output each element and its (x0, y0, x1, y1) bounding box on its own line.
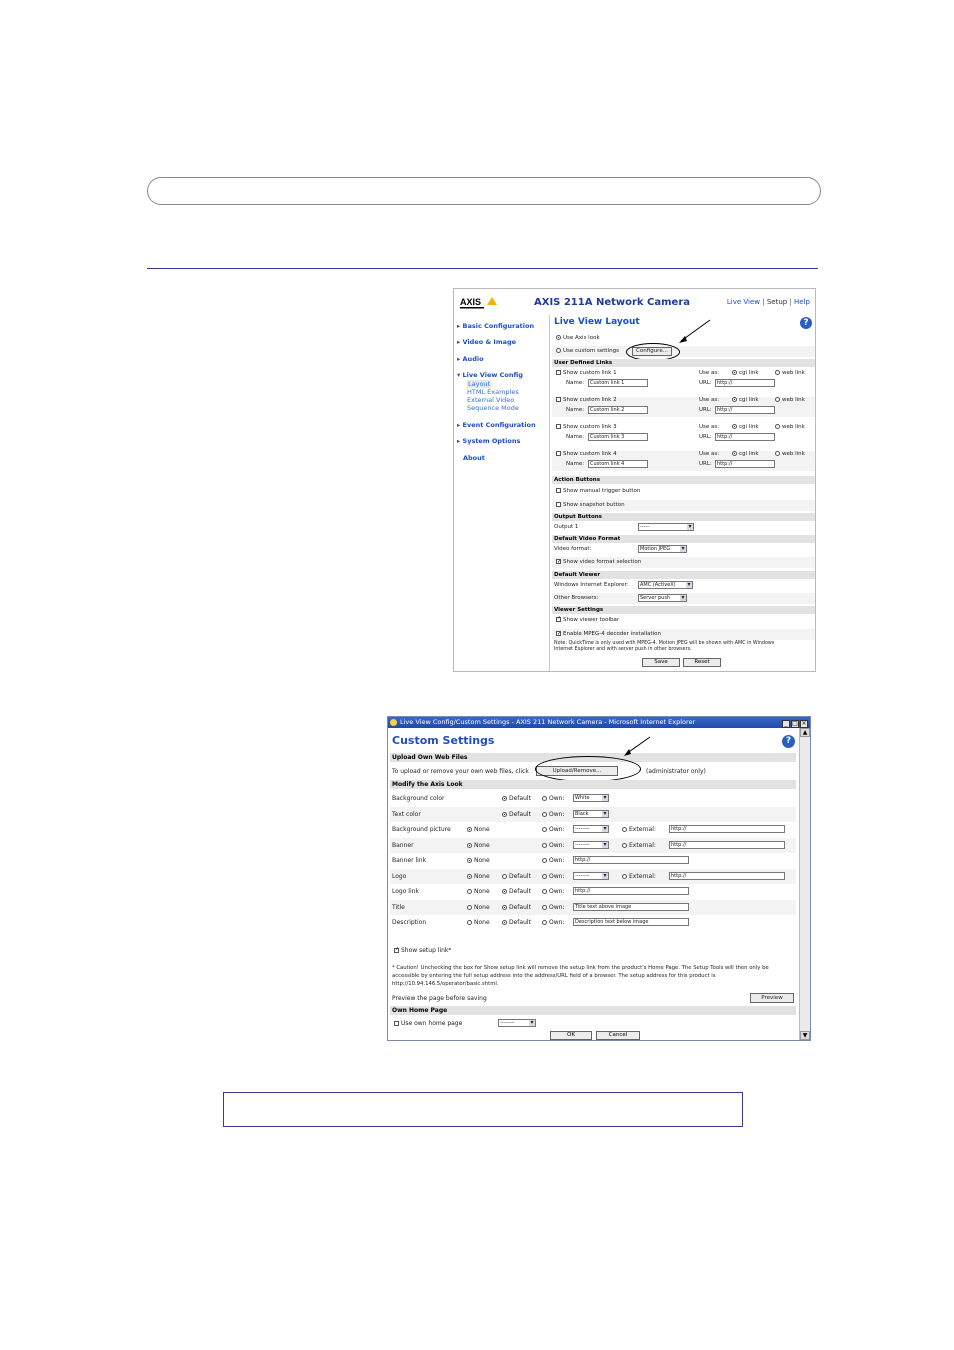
other-viewer-select[interactable]: Server push ▾ (638, 594, 687, 602)
live-view-layout-screenshot (453, 288, 816, 672)
sidebar-sub-external-video[interactable]: External Video (467, 396, 515, 404)
mpeg4-label: Enable MPEG-4 decoder installation (563, 631, 662, 637)
url-label: URL: (699, 434, 712, 440)
section-output-buttons: Output Buttons (552, 513, 815, 521)
default-radio[interactable] (502, 812, 507, 817)
section-default-viewer: Default Viewer (552, 571, 815, 579)
axis-look-radio[interactable] (556, 335, 561, 340)
external-url-input[interactable]: http:// (669, 872, 785, 880)
custom-link-3-name-input[interactable]: Custom link 3 (588, 433, 648, 441)
axis-look-label: Use Axis look (563, 335, 600, 341)
show-setup-link-checkbox[interactable] (394, 948, 399, 953)
configure-button[interactable]: Configure... (632, 347, 672, 356)
own-radio[interactable] (542, 874, 547, 879)
custom-link-3-url-input[interactable]: http:// (715, 433, 775, 441)
sidebar-item-audio[interactable]: ▸ Audio (457, 355, 484, 363)
own-radio[interactable] (542, 796, 547, 801)
upload-text: To upload or remove your own web files, click (392, 768, 529, 775)
show-setup-link-label: Show setup link* (401, 947, 452, 954)
default-option-label: Default (509, 795, 531, 802)
own-radio[interactable] (542, 905, 547, 910)
web-link-radio[interactable] (775, 397, 780, 402)
sidebar-item-live-view-config[interactable]: ▾ Live View Config (457, 371, 523, 379)
custom-link-1-label: Show custom link 1 (563, 370, 617, 376)
help-icon[interactable]: ? (782, 735, 795, 748)
none-option-label: None (474, 888, 490, 895)
section-upload: Upload Own Web Files (390, 753, 796, 762)
own-home-page-row (390, 1018, 796, 1030)
look-row (390, 915, 796, 931)
default-option-label: Default (509, 888, 531, 895)
custom-settings-row (552, 346, 815, 357)
reset-button[interactable]: Reset (683, 658, 721, 667)
default-radio[interactable] (502, 889, 507, 894)
admin-only-text: (administrator only) (646, 768, 706, 775)
name-label: Name: (566, 380, 585, 386)
page-title: Custom Settings (392, 734, 495, 747)
use-as-label: Use as: (699, 451, 720, 457)
section-default-video-format: Default Video Format (552, 535, 815, 543)
own-option-label: Own: (549, 872, 565, 880)
arrow-icon (677, 317, 717, 347)
window-titlebar (388, 717, 810, 728)
other-viewer-row (552, 593, 815, 604)
snapshot-label: Show snapshot button (563, 502, 625, 508)
own-radio[interactable] (542, 920, 547, 925)
cgi-link-radio[interactable] (732, 370, 737, 375)
default-radio[interactable] (502, 796, 507, 801)
custom-link-2 (552, 397, 815, 417)
highlight-ellipse (535, 756, 641, 782)
note-box (223, 1092, 743, 1127)
look-row-label: Description (392, 919, 427, 926)
look-row-label: Logo link (392, 888, 419, 895)
own-home-page-select[interactable]: -------- ▾ (498, 1019, 536, 1027)
none-option-label: None (474, 903, 490, 911)
scroll-down-icon[interactable]: ▼ (800, 1031, 810, 1040)
default-radio[interactable] (502, 905, 507, 910)
snapshot-row (552, 500, 815, 511)
external-url-input[interactable]: http:// (669, 841, 785, 849)
none-option-label: None (474, 841, 490, 849)
own-value-input[interactable]: Description text below image (573, 918, 689, 926)
help-link[interactable]: Help (794, 298, 810, 306)
own-value-input[interactable]: http:// (573, 887, 689, 895)
preview-row (390, 992, 796, 1004)
cgi-link-label: cgi link (739, 424, 759, 430)
upload-remove-button[interactable]: Upload/Remove... (536, 766, 618, 776)
own-home-page-checkbox[interactable] (394, 1021, 399, 1026)
look-row-label: Banner (392, 841, 414, 849)
none-radio[interactable] (467, 920, 472, 925)
manual-trigger-checkbox[interactable] (556, 488, 561, 493)
custom-link-4-url-input[interactable]: http:// (715, 460, 775, 468)
external-option-label: External: (629, 841, 656, 849)
own-radio[interactable] (542, 812, 547, 817)
custom-settings-window (387, 716, 811, 1041)
none-option-label: None (474, 826, 490, 833)
default-option-label: Default (509, 919, 531, 926)
external-radio[interactable] (622, 827, 627, 832)
own-value-input[interactable]: -------- ▾ (573, 825, 609, 833)
sidebar-item-about[interactable]: About (463, 454, 485, 462)
web-link-label: web link (782, 397, 805, 403)
look-row (390, 884, 796, 900)
section-modify-look: Modify the Axis Look (390, 780, 796, 789)
name-label: Name: (566, 434, 585, 440)
own-value-input[interactable]: -------- ▾ (573, 872, 609, 880)
external-option-label: External: (629, 872, 656, 880)
manual-trigger-label: Show manual trigger button (563, 488, 641, 494)
show-setup-link-row (390, 947, 796, 954)
own-value-input[interactable]: -------- ▾ (573, 841, 609, 849)
own-value-input[interactable]: Black ▾ (573, 810, 609, 818)
svg-text:AXIS: AXIS (460, 297, 482, 307)
own-option-label: Own: (549, 857, 565, 864)
custom-link-4-label: Show custom link 4 (563, 451, 617, 457)
name-label: Name: (566, 461, 585, 467)
header-bar (147, 177, 821, 205)
own-option-label: Own: (549, 795, 565, 802)
video-format-row (552, 545, 815, 555)
custom-settings-body (390, 729, 798, 1040)
own-radio[interactable] (542, 843, 547, 848)
mpeg4-checkbox[interactable] (556, 631, 561, 636)
viewer-toolbar-checkbox[interactable] (556, 617, 561, 622)
look-row-label: Banner link (392, 857, 427, 864)
none-option-label: None (474, 872, 490, 880)
layout-main (552, 315, 815, 671)
cgi-link-radio[interactable] (732, 424, 737, 429)
use-as-label: Use as: (699, 424, 720, 430)
external-url-input[interactable]: http:// (669, 825, 785, 833)
arrow-icon (622, 735, 654, 759)
web-link-radio[interactable] (775, 451, 780, 456)
custom-link-3-checkbox[interactable] (556, 424, 561, 429)
output-select[interactable]: ----- ▾ (638, 523, 694, 531)
output-label: Output 1 (554, 524, 579, 530)
url-label: URL: (699, 380, 712, 386)
none-radio[interactable] (467, 874, 472, 879)
look-row (390, 869, 796, 885)
custom-link-1-url-input[interactable]: http:// (715, 379, 775, 387)
vertical-scrollbar[interactable] (799, 728, 810, 1040)
external-radio[interactable] (622, 843, 627, 848)
video-format-selection-row (552, 557, 815, 568)
look-row (390, 838, 796, 854)
custom-link-1 (552, 370, 815, 390)
video-format-selection-label: Show video format selection (563, 559, 642, 565)
live-view-link[interactable]: Live View (726, 298, 760, 306)
sidebar-sub-layout[interactable]: Layout (468, 380, 491, 388)
name-label: Name: (566, 407, 585, 413)
none-radio[interactable] (467, 905, 472, 910)
section-rule (147, 268, 818, 269)
ie-viewer-label: Windows Internet Explorer: (554, 582, 629, 588)
manual-trigger-row (552, 488, 815, 494)
look-row-label: Title (392, 903, 405, 911)
look-row-label: Background color (392, 795, 445, 802)
web-link-label: web link (782, 424, 805, 430)
own-radio[interactable] (542, 858, 547, 863)
external-option-label: External: (629, 826, 656, 833)
use-as-label: Use as: (699, 370, 720, 376)
video-format-select[interactable]: Motion JPEG ▾ (638, 545, 687, 553)
page-title: Live View Layout (554, 317, 640, 327)
web-link-label: web link (782, 370, 805, 376)
look-row (390, 853, 796, 869)
sidebar-item-system-options[interactable]: ▸ System Options (457, 437, 521, 445)
cgi-link-label: cgi link (739, 397, 759, 403)
preview-button[interactable]: Preview (750, 993, 794, 1003)
viewer-note: Note: QuickTime is only used with MPEG-4. Motion JPEG will be shown with AMC in Windows Internet Explorer and with server push in other browsers. (554, 641, 775, 652)
url-label: URL: (699, 461, 712, 467)
custom-settings-radio[interactable] (556, 348, 561, 353)
viewer-toolbar-row (552, 617, 815, 623)
custom-link-4-checkbox[interactable] (556, 451, 561, 456)
url-label: URL: (699, 407, 712, 413)
cgi-link-label: cgi link (739, 370, 759, 376)
section-action-buttons: Action Buttons (552, 476, 815, 484)
snapshot-checkbox[interactable] (556, 502, 561, 507)
output-row (552, 523, 815, 533)
help-icon[interactable]: ? (800, 317, 812, 329)
use-as-label: Use as: (699, 397, 720, 403)
own-value-input[interactable]: White ▾ (573, 794, 609, 802)
none-option-label: None (474, 919, 490, 926)
web-link-radio[interactable] (775, 370, 780, 375)
product-title: AXIS 211A Network Camera (534, 297, 691, 308)
section-viewer-settings: Viewer Settings (552, 606, 815, 614)
web-link-label: web link (782, 451, 805, 457)
own-option-label: Own: (549, 810, 565, 818)
custom-link-1-checkbox[interactable] (556, 370, 561, 375)
section-own-home-page: Own Home Page (390, 1006, 796, 1015)
window-title: Live View Config/Custom Settings - AXIS 211 Network Camera - Microsoft Internet Explorer (400, 718, 696, 726)
caution-text: * Caution! Unchecking the box for Show setup link will remove the setup link from the product's Home Page. The Setup Tools will then only be accessible by entering the full setup address into the address/URL field of a browser. The setup address for this product is http://10.94.146.5/operator/basic.shtml. (392, 965, 769, 987)
default-radio[interactable] (502, 920, 507, 925)
custom-link-2-checkbox[interactable] (556, 397, 561, 402)
custom-link-2-label: Show custom link 2 (563, 397, 617, 403)
own-home-page-label: Use own home page (401, 1020, 463, 1027)
default-option-label: Default (509, 872, 531, 880)
cgi-link-label: cgi link (739, 451, 759, 457)
default-option-label: Default (509, 903, 531, 911)
look-row (390, 822, 796, 838)
none-radio[interactable] (467, 827, 472, 832)
video-format-selection-checkbox[interactable] (556, 559, 561, 564)
other-viewer-label: Other Browsers: (554, 595, 599, 601)
close-icon[interactable]: × (801, 720, 807, 727)
web-link-radio[interactable] (775, 424, 780, 429)
sidebar-sub-html-examples[interactable]: HTML Examples (467, 388, 519, 396)
look-row (390, 807, 796, 823)
default-radio[interactable] (502, 874, 507, 879)
look-row (390, 791, 796, 807)
own-radio[interactable] (542, 827, 547, 832)
custom-link-4 (552, 451, 815, 471)
look-row-label: Text color (392, 810, 421, 818)
maximize-icon[interactable]: □ (792, 720, 798, 727)
minimize-icon[interactable]: _ (782, 720, 790, 728)
none-radio[interactable] (467, 843, 472, 848)
none-radio[interactable] (467, 889, 472, 894)
section-user-links: User Defined Links (552, 359, 815, 367)
top-links: Live View | Setup | Help (726, 298, 810, 306)
preview-text: Preview the page before saving (392, 995, 487, 1002)
custom-link-3-label: Show custom link 3 (563, 424, 617, 430)
ie-icon (390, 719, 397, 726)
own-option-label: Own: (549, 919, 565, 926)
sidebar-sub-sequence-mode[interactable]: Sequence Mode (467, 404, 519, 412)
custom-link-1-name-input[interactable]: Custom link 1 (588, 379, 648, 387)
look-row-label: Background picture (392, 826, 451, 833)
save-button[interactable]: Save (642, 658, 680, 667)
video-format-label: Video format: (554, 546, 592, 552)
own-option-label: Own: (549, 841, 565, 849)
none-radio[interactable] (467, 858, 472, 863)
axis-logo (460, 296, 498, 310)
ie-viewer-select[interactable]: AMC (ActiveX) ▾ (638, 581, 693, 589)
custom-link-2-name-input[interactable]: Custom link 2 (588, 406, 648, 414)
look-row (390, 900, 796, 916)
ok-button[interactable]: OK (550, 1031, 592, 1040)
external-radio[interactable] (622, 874, 627, 879)
custom-link-3 (552, 424, 815, 444)
cancel-button[interactable]: Cancel (596, 1031, 640, 1040)
own-option-label: Own: (549, 903, 565, 911)
own-option-label: Own: (549, 826, 565, 833)
default-option-label: Default (509, 810, 531, 818)
camera-header (454, 289, 815, 315)
cgi-link-radio[interactable] (732, 451, 737, 456)
own-value-input[interactable]: Title text above image (573, 903, 689, 911)
sidebar (454, 315, 550, 671)
own-radio[interactable] (542, 889, 547, 894)
sidebar-item-event-configuration[interactable]: ▸ Event Configuration (457, 421, 536, 429)
scroll-up-icon[interactable]: ▲ (800, 728, 810, 737)
viewer-toolbar-label: Show viewer toolbar (563, 617, 620, 623)
ie-viewer-row (552, 581, 815, 591)
own-value-input[interactable]: http:// (573, 856, 689, 864)
custom-link-2-url-input[interactable]: http:// (715, 406, 775, 414)
custom-link-4-name-input[interactable]: Custom link 4 (588, 460, 648, 468)
setup-link[interactable]: Setup (766, 298, 788, 306)
none-option-label: None (474, 857, 490, 864)
sidebar-item-video-image[interactable]: ▸ Video & Image (457, 338, 517, 346)
own-option-label: Own: (549, 888, 565, 895)
cgi-link-radio[interactable] (732, 397, 737, 402)
look-row-label: Logo (392, 872, 407, 880)
mpeg4-row (552, 629, 815, 640)
custom-settings-label: Use custom settings (563, 348, 619, 354)
sidebar-item-basic-configuration[interactable]: ▸ Basic Configuration (457, 322, 535, 330)
